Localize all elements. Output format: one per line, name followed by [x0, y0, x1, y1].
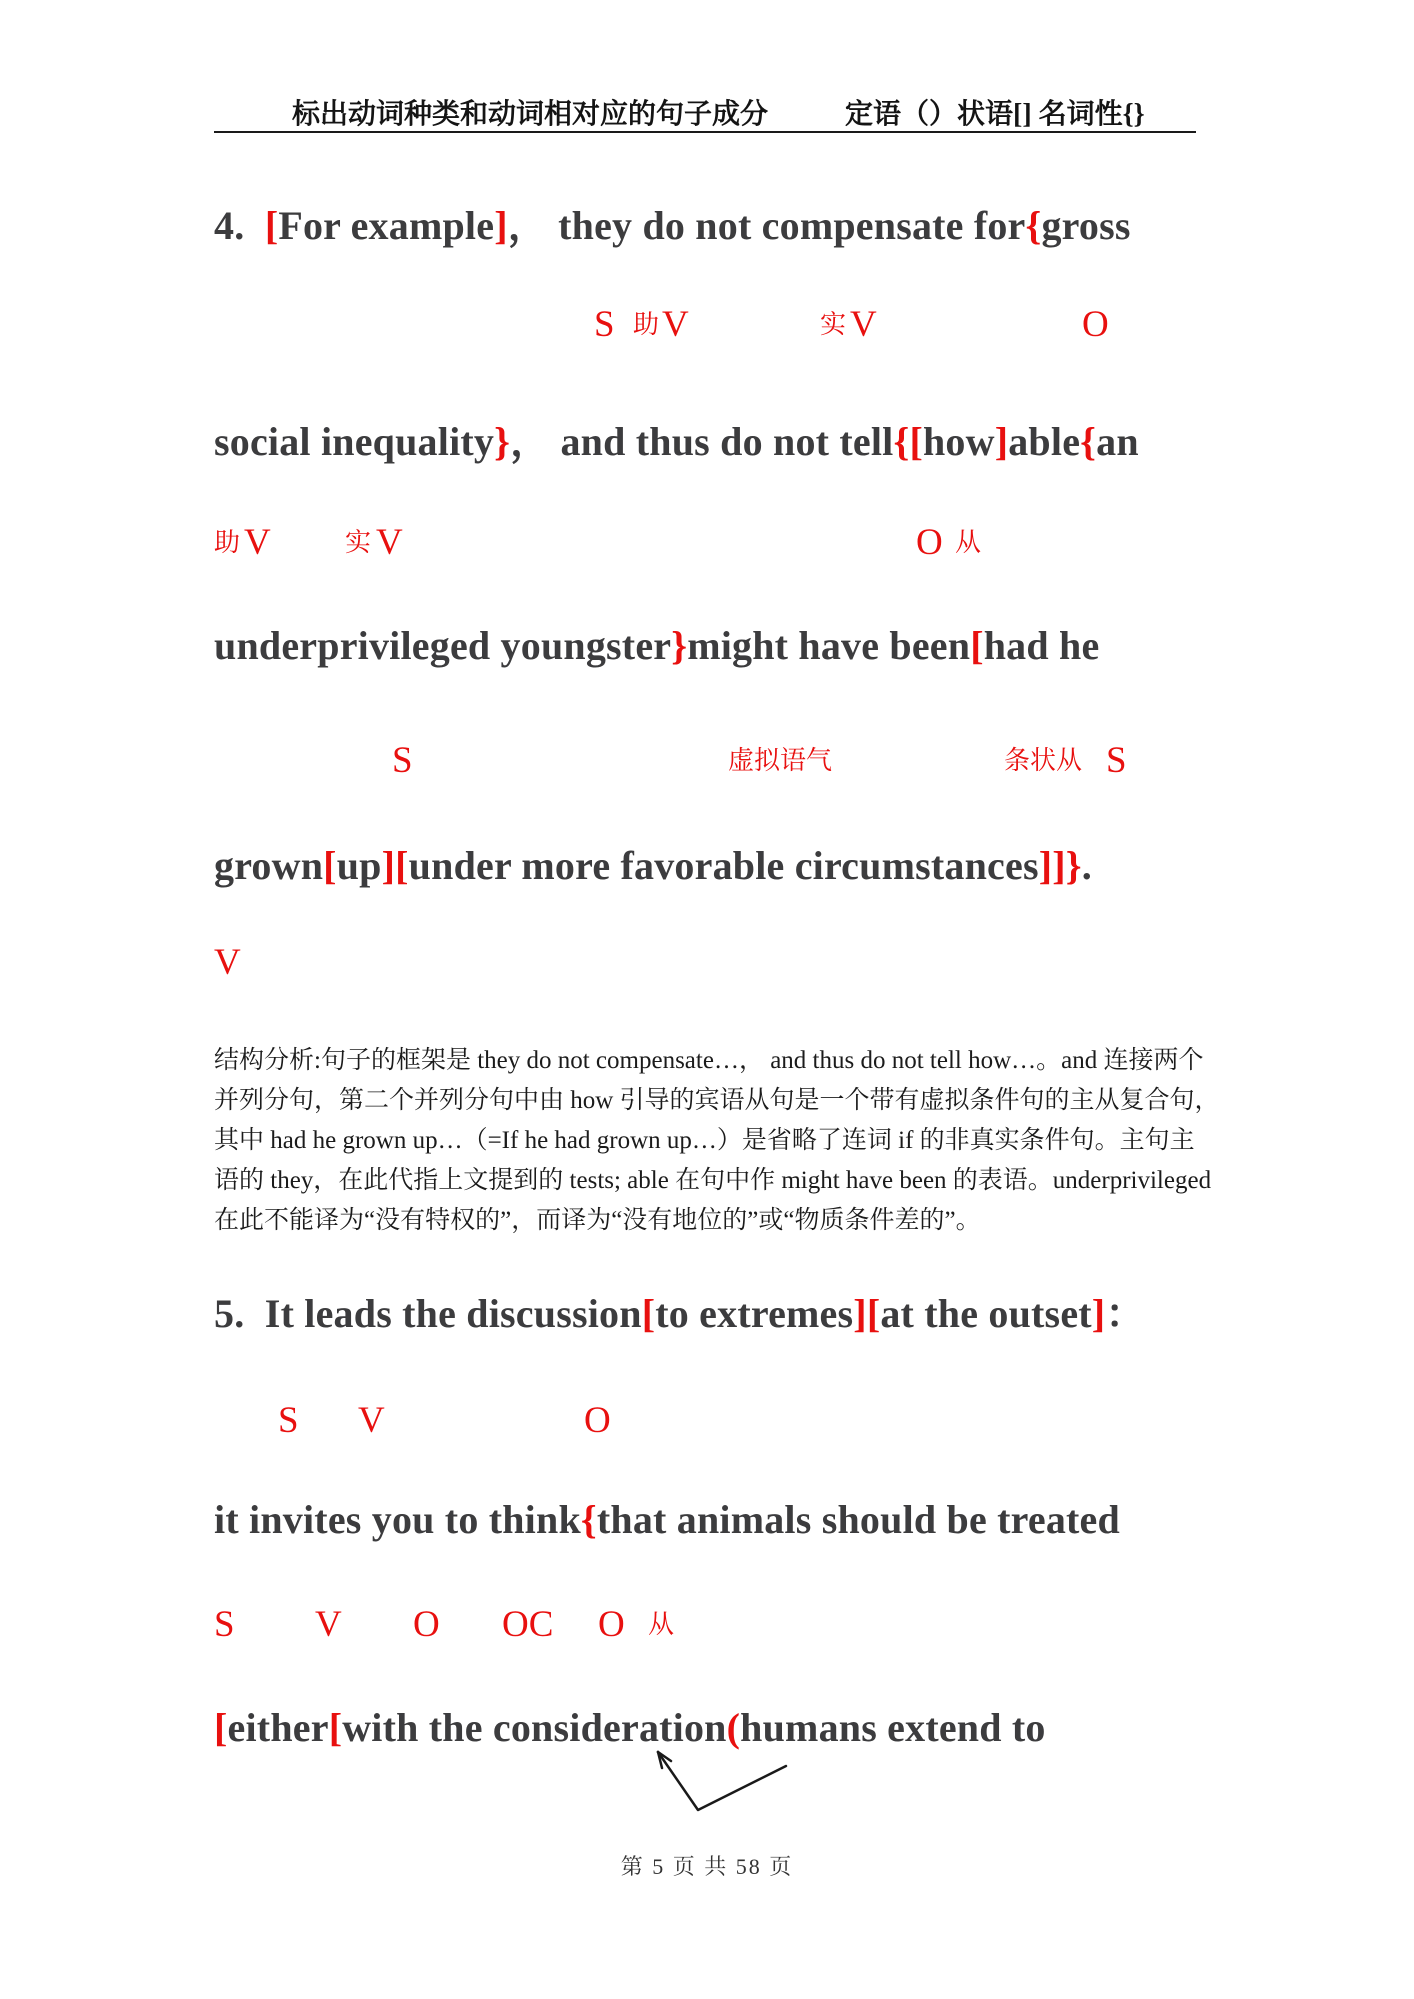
red-bracket-marker: ]: [853, 1291, 867, 1336]
header-left-title: 标出动词种类和动词相对应的句子成分: [292, 99, 769, 130]
annotation-token: OC: [502, 1604, 554, 1645]
hand-drawn-arrow: [610, 1736, 810, 1826]
annotation-token: S: [1106, 740, 1127, 781]
annotation-token: 助: [633, 310, 660, 339]
red-bracket-marker: [: [328, 1705, 343, 1750]
sentence-text: able: [1008, 419, 1081, 464]
red-bracket-marker: [: [866, 1291, 881, 1336]
header-right-legend: 定语（）状语[] 名词性{}: [845, 99, 1145, 130]
red-bracket-marker: {: [580, 1497, 597, 1542]
red-bracket-marker: [: [395, 843, 409, 888]
sentence-text: they do not compensate for: [547, 203, 1026, 248]
analysis-line-1: 结构分析:句子的框架是 they do not compensate…， and thus do not tell how…。and 连接两个: [214, 1047, 1204, 1074]
annotation-token: O: [916, 522, 943, 563]
analysis-line-3: 其中 had he grown up…（=If he had grown up…）是省略了连词 if 的非真实条件句。主句主: [214, 1127, 1195, 1154]
annotation-token: S: [594, 304, 615, 345]
red-bracket-marker: ]: [994, 419, 1009, 464]
sentence-text: .: [1081, 843, 1092, 888]
sentence-text: to extremes: [655, 1291, 854, 1336]
analysis-line-5: 在此不能译为“没有特权的”，而译为“没有地位的”或“物质条件差的”。: [214, 1207, 981, 1234]
annotation-token: V: [358, 1400, 385, 1441]
sentence-text: might have been: [687, 623, 971, 668]
annotation-token: V: [244, 522, 271, 563]
annotation-row-4: [0, 934, 1414, 984]
annotation-token: 实: [820, 310, 847, 339]
annotation-token: V: [376, 522, 403, 563]
sentence-text: at the outset: [880, 1291, 1092, 1336]
sentence-text: underprivileged youngster: [214, 623, 672, 668]
annotation-row-6: [0, 1596, 1414, 1646]
red-bracket-marker: ]: [381, 843, 396, 888]
sentence-4-line-4: [214, 842, 1092, 889]
red-bracket-marker: ]: [494, 203, 508, 248]
sentence-text: grown: [214, 843, 324, 888]
annotation-token: S: [214, 1604, 235, 1645]
annotation-token: 虚拟语气: [728, 746, 833, 775]
sentence-5-line-1: [214, 1282, 1146, 1339]
annotation-token: V: [850, 304, 877, 345]
red-bracket-marker: {: [1080, 419, 1097, 464]
annotation-row-1: [0, 296, 1414, 346]
sentence-text: 5. It leads the discussion: [214, 1291, 642, 1336]
annotation-token: O: [413, 1604, 440, 1645]
sentence-text: had he: [983, 623, 1100, 668]
annotation-token: O: [598, 1604, 625, 1645]
sentence-5-line-2: [214, 1496, 1120, 1543]
header-rule: [214, 131, 1196, 133]
page-footer: 第 5 页 共 58 页: [620, 1854, 794, 1879]
red-bracket-marker: [: [264, 203, 279, 248]
annotation-token: 实: [345, 528, 372, 557]
sentence-text: that animals should be treated: [596, 1497, 1120, 1542]
sentence-4-line-2: [214, 410, 1139, 467]
analysis-line-2: 并列分句，第二个并列分句中由 how 引导的宾语从句是一个带有虚拟条件句的主从复合句，: [214, 1087, 1220, 1114]
red-bracket-marker: [: [641, 1291, 656, 1336]
red-bracket-marker: (: [726, 1705, 741, 1750]
annotation-token: 从: [648, 1610, 675, 1639]
sentence-text: either: [227, 1705, 329, 1750]
sentence-text: ：: [1105, 1291, 1146, 1336]
annotation-token: O: [584, 1400, 611, 1441]
annotation-token: 从: [955, 528, 982, 557]
red-bracket-marker: {: [1025, 203, 1042, 248]
analysis-line-4: 语的 they，在此代指上文提到的 tests; able 在句中作 might have been 的表语。underprivileged: [214, 1167, 1212, 1194]
annotation-row-3: [0, 732, 1414, 782]
annotation-token: 助: [214, 528, 241, 557]
sentence-text: an: [1096, 419, 1139, 464]
red-bracket-marker: [: [970, 623, 984, 668]
annotation-token: V: [214, 942, 241, 983]
sentence-text: ，: [507, 203, 548, 248]
sentence-text: gross: [1041, 203, 1131, 248]
sentence-text: 4.: [214, 203, 265, 248]
sentence-text: For example: [278, 203, 495, 248]
sentence-text: under more favorable circumstances: [408, 843, 1039, 888]
red-bracket-marker: ]: [1091, 1291, 1106, 1336]
annotation-token: S: [392, 740, 413, 781]
red-bracket-marker: }: [494, 419, 511, 464]
sentence-text: with the consideration: [342, 1705, 727, 1750]
annotation-row-5: [0, 1392, 1414, 1442]
sentence-4-line-3: [214, 622, 1099, 669]
red-bracket-marker: {: [893, 419, 910, 464]
red-bracket-marker: [: [214, 1705, 228, 1750]
annotation-token: V: [662, 304, 689, 345]
red-bracket-marker: }: [671, 623, 688, 668]
sentence-text: how: [922, 419, 995, 464]
annotation-token: S: [278, 1400, 299, 1441]
sentence-text: up: [336, 843, 382, 888]
sentence-text: and thus do not tell: [550, 419, 894, 464]
red-bracket-marker: [: [323, 843, 337, 888]
sentence-text: social inequality: [214, 419, 495, 464]
red-bracket-marker: [: [909, 419, 923, 464]
sentence-4-line-1: [214, 194, 1131, 251]
annotation-token: V: [315, 1604, 342, 1645]
red-bracket-marker: ]: [1052, 843, 1066, 888]
red-bracket-marker: }: [1065, 843, 1082, 888]
annotation-token: O: [1082, 304, 1109, 345]
annotation-token: 条状从: [1004, 746, 1083, 775]
annotation-row-2: [0, 514, 1414, 564]
sentence-text: humans extend to: [740, 1705, 1046, 1750]
sentence-text: it invites you to think: [214, 1497, 581, 1542]
sentence-text: ，: [510, 419, 551, 464]
red-bracket-marker: ]: [1038, 843, 1053, 888]
